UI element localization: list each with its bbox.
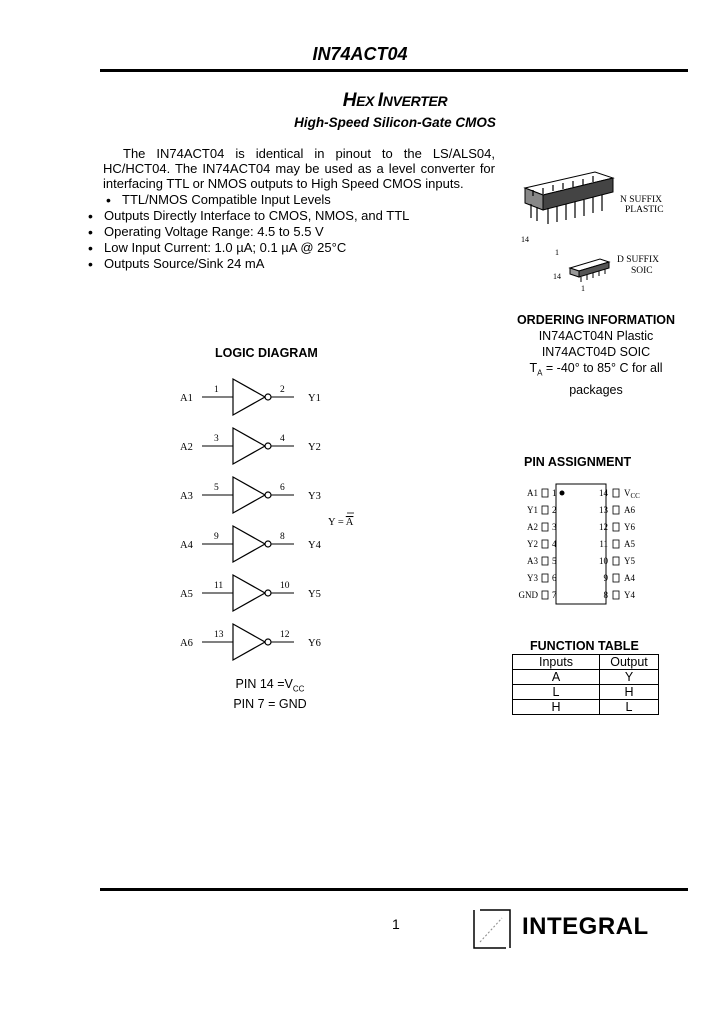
svg-text:PLASTIC: PLASTIC xyxy=(625,205,664,215)
gate-input-pin: 13 xyxy=(214,630,224,640)
inverter-triangle-icon xyxy=(233,428,265,464)
table-cell: H xyxy=(513,700,600,715)
temperature-range-cont: packages xyxy=(569,382,623,397)
table-cell: Y xyxy=(600,670,659,685)
function-table-heading: FUNCTION TABLE xyxy=(530,639,639,653)
pin1-indicator-icon xyxy=(560,491,565,496)
gate-input-label: A5 xyxy=(180,589,193,600)
feature-item: • TTL/NMOS Compatible Input Levels xyxy=(106,192,331,208)
pin-left-number: 6 xyxy=(552,573,557,583)
table-cell: L xyxy=(600,700,659,715)
ordering-line: IN74ACT04D SOIC xyxy=(541,345,651,359)
inverter-gate xyxy=(180,526,322,562)
gate-output-label: Y4 xyxy=(308,540,321,551)
inverter-triangle-icon xyxy=(233,624,265,660)
package-illustration xyxy=(515,158,675,293)
pin-assignment-diagram xyxy=(510,482,660,607)
inverter-gate xyxy=(180,379,321,415)
pin-assignment-heading: PIN ASSIGNMENT xyxy=(524,455,632,469)
dip-package-icon xyxy=(525,172,613,224)
inverter-bubble-icon xyxy=(265,590,271,596)
svg-text:1: 1 xyxy=(581,284,585,293)
pin-left-label: A2 xyxy=(527,522,538,532)
pin-row xyxy=(527,539,635,549)
pin-row xyxy=(519,590,636,600)
table-cell: A xyxy=(513,670,600,685)
table-cell: H xyxy=(600,685,659,700)
inverter-triangle-icon xyxy=(233,575,265,611)
gate-output-pin: 4 xyxy=(280,434,285,444)
feature-item: • Outputs Source/Sink 24 mA xyxy=(88,256,265,272)
gate-output-label: Y6 xyxy=(308,638,321,649)
temperature-range: $T_A = -40^\circ$ to 85° C for all xyxy=(529,361,663,378)
feature-item: • Low Input Current: 1.0 µA; 0.1 µA @ 25°C xyxy=(88,240,347,256)
gate-output-label: Y1 xyxy=(308,393,321,404)
pin-left-number: 5 xyxy=(552,556,557,566)
table-row xyxy=(513,655,659,670)
feature-item: • Operating Voltage Range: 4.5 to 5.5 V xyxy=(88,224,324,240)
pin-left-number: 7 xyxy=(552,590,557,600)
pin-right-label: A6 xyxy=(624,505,635,515)
gate-input-pin: 3 xyxy=(214,434,219,444)
svg-text:D SUFFIX: D SUFFIX xyxy=(617,255,659,265)
gate-output-pin: 6 xyxy=(280,483,285,493)
pin-left-number: 2 xyxy=(552,505,557,515)
gate-output-label: Y5 xyxy=(308,589,321,600)
gate-input-label: A4 xyxy=(180,540,193,551)
pin-row xyxy=(527,556,635,566)
intro-paragraph: The IN74ACT04 is identical in pinout to the LS/ALS04, HC/HCT04. The IN74ACT04 may be used as a level converter for interfacing TTL or NMOS outputs to High Speed CMOS inputs. xyxy=(103,146,495,191)
part-number-header: IN74ACT04 xyxy=(312,44,408,64)
inverter-bubble-icon xyxy=(265,541,271,547)
pin-left-label: Y2 xyxy=(527,539,538,549)
pin-right-label: A5 xyxy=(624,539,635,549)
header-rule xyxy=(100,69,688,72)
gate-input-label: A1 xyxy=(180,393,193,404)
ordering-information xyxy=(500,312,692,398)
pin-right-number: 11 xyxy=(599,539,608,549)
pin-right-label: $V_{CC}$ xyxy=(624,488,640,500)
svg-text:1: 1 xyxy=(555,248,559,257)
page-subtitle: High-Speed Silicon-Gate CMOS xyxy=(294,115,496,130)
integral-logo-icon xyxy=(472,908,514,950)
table-row xyxy=(513,700,659,715)
pin-left-number: 4 xyxy=(552,539,557,549)
inverter-triangle-icon xyxy=(233,477,265,513)
page-number: 1 xyxy=(392,916,400,932)
inverter-bubble-icon xyxy=(265,492,271,498)
logic-diagram xyxy=(170,370,370,670)
pin-row xyxy=(527,488,640,500)
gate-output-label: Y3 xyxy=(308,491,321,502)
pin-power-note: PIN $14 =V_{CC}$ PIN 7 = GND xyxy=(233,677,307,711)
soic-package-icon xyxy=(570,259,609,282)
pin-left-label: Y1 xyxy=(527,505,538,515)
svg-text:N SUFFIX: N SUFFIX xyxy=(620,195,662,205)
gate-output-label: Y2 xyxy=(308,442,321,453)
gate-output-pin: 2 xyxy=(280,385,285,395)
pin-left-label: Y3 xyxy=(527,573,538,583)
pin-right-number: 14 xyxy=(599,488,608,498)
svg-text:14: 14 xyxy=(521,235,529,244)
svg-text:SOIC: SOIC xyxy=(631,266,653,276)
table-header-cell: Output xyxy=(600,655,659,670)
gate-output-pin: 8 xyxy=(280,532,285,542)
gate-output-pin: 12 xyxy=(280,630,290,640)
inverter-gate xyxy=(180,575,321,611)
pin-left-number: 3 xyxy=(552,522,557,532)
inverter-triangle-icon xyxy=(233,526,265,562)
table-header-cell: Inputs xyxy=(513,655,600,670)
inverter-triangle-icon xyxy=(233,379,265,415)
gate-input-pin: 11 xyxy=(214,581,224,591)
inverter-bubble-icon xyxy=(265,639,271,645)
pin-row xyxy=(527,505,635,515)
pin-row xyxy=(527,573,635,583)
gate-input-label: A6 xyxy=(180,638,193,649)
gate-input-pin: 9 xyxy=(214,532,219,542)
pin-left-number: 1 xyxy=(552,488,557,498)
equation: Y = A xyxy=(328,517,354,528)
pin-right-label: A4 xyxy=(624,573,635,583)
gate-input-pin: 5 xyxy=(214,483,219,493)
pin-right-number: 13 xyxy=(599,505,608,515)
gate-output-pin: 10 xyxy=(280,581,290,591)
table-cell: L xyxy=(513,685,600,700)
brand-name: INTEGRAL xyxy=(522,913,649,940)
pin-left-label: A1 xyxy=(527,488,538,498)
inverter-gate xyxy=(180,477,321,513)
pin-right-number: 8 xyxy=(603,590,608,600)
footer-rule xyxy=(100,888,688,891)
feature-item: • Outputs Directly Interface to CMOS, NMOS, and TTL xyxy=(88,208,410,224)
table-row xyxy=(513,670,659,685)
pin-left-label: A3 xyxy=(527,556,538,566)
pin-row xyxy=(527,522,635,532)
logic-diagram-heading: LOGIC DIAGRAM xyxy=(215,346,318,360)
pin-left-label: GND xyxy=(518,590,538,600)
gate-input-pin: 1 xyxy=(214,385,219,395)
ordering-line: IN74ACT04N Plastic xyxy=(538,329,654,343)
pin-right-label: Y4 xyxy=(624,590,635,600)
function-table xyxy=(512,654,659,715)
pin-right-number: 12 xyxy=(599,522,608,532)
pin-right-label: Y6 xyxy=(624,522,635,532)
inverter-gate xyxy=(180,428,321,464)
pin-right-number: 9 xyxy=(603,573,608,583)
pin-right-label: Y5 xyxy=(624,556,635,566)
gate-input-label: A3 xyxy=(180,491,193,502)
ordering-heading: ORDERING INFORMATION xyxy=(516,313,676,327)
gate-input-label: A2 xyxy=(180,442,193,453)
inverter-bubble-icon xyxy=(265,394,271,400)
inverter-gate xyxy=(180,624,321,660)
table-row xyxy=(513,685,659,700)
pin-right-number: 10 xyxy=(599,556,608,566)
svg-text:14: 14 xyxy=(553,272,561,281)
page-title: HEX INVERTER xyxy=(342,90,448,111)
inverter-bubble-icon xyxy=(265,443,271,449)
